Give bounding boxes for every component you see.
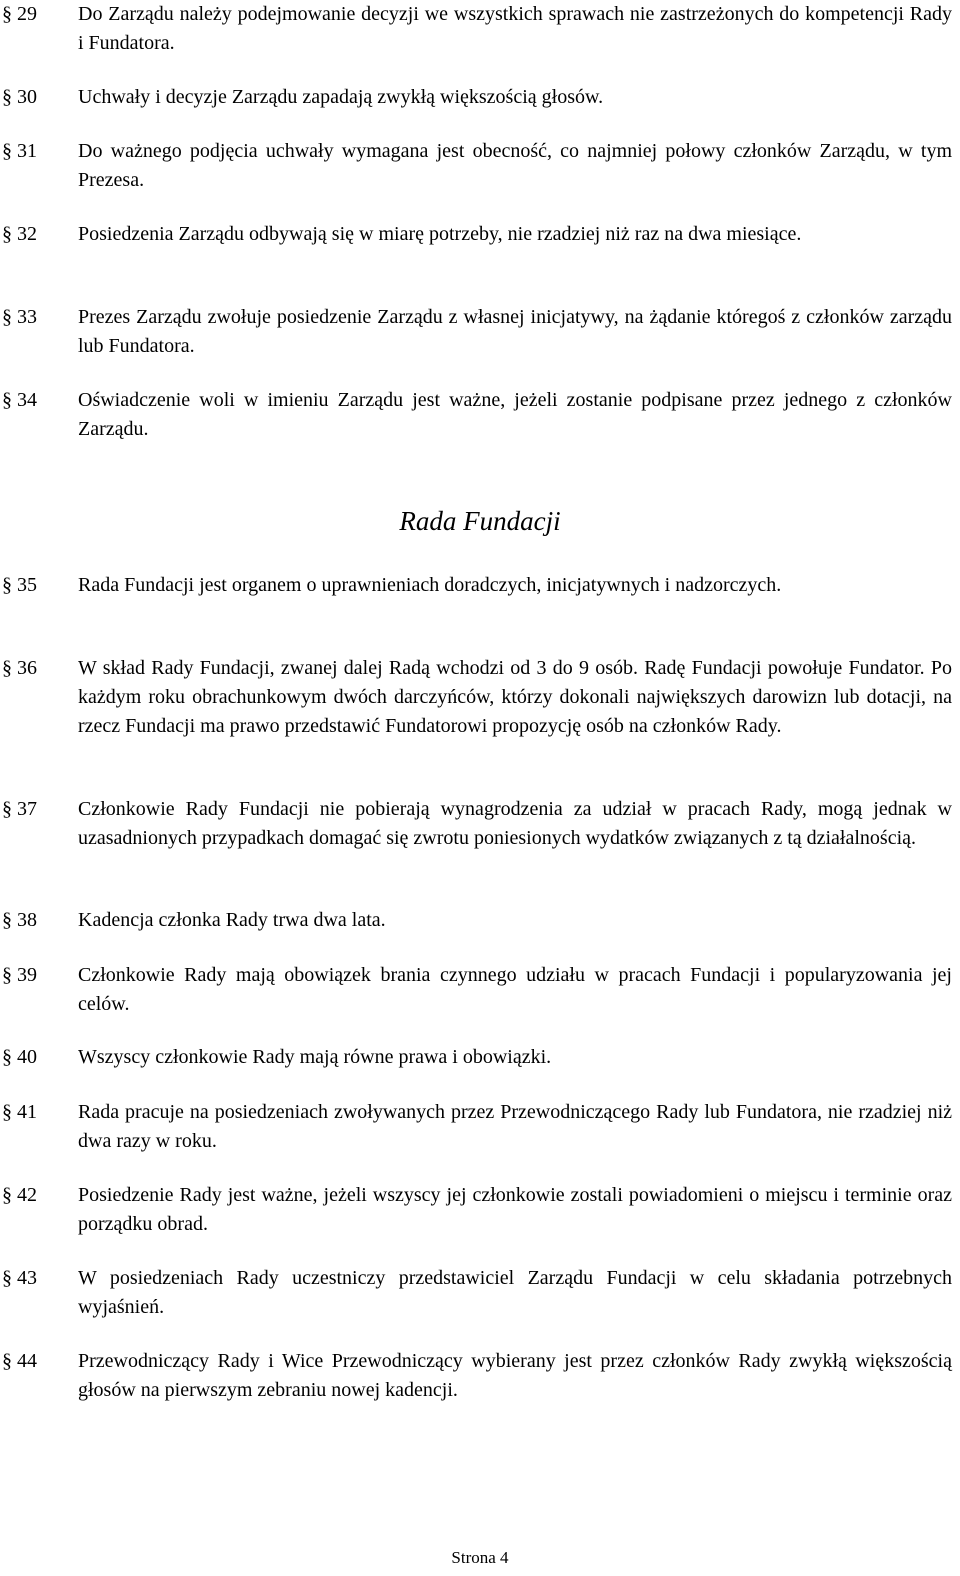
section-heading: Rada Fundacji <box>399 506 561 536</box>
paragraph-number: § 43 <box>2 1267 37 1289</box>
paragraph-text: Prezes Zarządu zwołuje posiedzenie Zarządu z własnej inicjatywy, na żądanie któregoś z członków zarządu lub Fundatora. <box>78 306 952 357</box>
paragraph-number: § 36 <box>2 657 37 679</box>
paragraph-text: Rada Fundacji jest organem o uprawnieniach doradczych, inicjatywnych i nadzorczych. <box>78 574 782 596</box>
paragraph-number: § 34 <box>2 389 37 411</box>
paragraph-number: § 39 <box>2 964 37 986</box>
paragraph-number: § 40 <box>2 1046 37 1068</box>
paragraph-text: Do ważnego podjęcia uchwały wymagana jest obecność, co najmniej połowy członków Zarządu, w tym Prezesa. <box>78 140 952 191</box>
paragraph-number: § 33 <box>2 306 37 328</box>
paragraph-text: Członkowie Rady mają obowiązek brania czynnego udziału w pracach Fundacji i popularyzowania jej celów. <box>78 964 952 1015</box>
paragraph-number: § 38 <box>2 909 37 931</box>
paragraph-text: Posiedzenia Zarządu odbywają się w miarę potrzeby, nie rzadziej niż raz na dwa miesiące. <box>78 223 802 245</box>
paragraph-number: § 35 <box>2 574 37 596</box>
paragraph-text: Posiedzenie Rady jest ważne, jeżeli wszyscy jej członkowie zostali powiadomieni o miejscu i terminie oraz porządku obrad. <box>78 1184 952 1235</box>
paragraph-text: Do Zarządu należy podejmowanie decyzji we wszystkich sprawach nie zastrzeżonych do kompetencji Rady i Fundatora. <box>78 3 952 54</box>
paragraph-text: W skład Rady Fundacji, zwanej dalej Radą wchodzi od 3 do 9 osób. Radę Fundacji powołuje Fundator. Po każdym roku obrachunkowym dwóch darczyńców, którzy dokonali największych darowizn lub dotacji, na rzecz Fundacji ma prawo przedstawić Fundatorowi propozycję osób na członków Rady. <box>78 657 952 737</box>
paragraph-text: Członkowie Rady Fundacji nie pobierają wynagrodzenia za udział w pracach Rady, mogą jednak w uzasadnionych przypadkach domagać się zwrotu poniesionych wydatków związanych z tą działalnością. <box>78 798 952 849</box>
paragraph-number: § 31 <box>2 140 37 162</box>
paragraph-text: W posiedzeniach Rady uczestniczy przedstawiciel Zarządu Fundacji w celu składania potrzebnych wyjaśnień. <box>78 1267 952 1318</box>
paragraph-number: § 44 <box>2 1350 37 1372</box>
page-footer: Strona 4 <box>451 1548 509 1567</box>
paragraph-number: § 37 <box>2 798 37 820</box>
paragraph-number: § 30 <box>2 86 37 108</box>
paragraph-number: § 41 <box>2 1101 37 1123</box>
paragraph-text: Oświadczenie woli w imieniu Zarządu jest ważne, jeżeli zostanie podpisane przez jednego z członków Zarządu. <box>78 389 952 440</box>
paragraph-text: Wszyscy członkowie Rady mają równe prawa i obowiązki. <box>78 1046 552 1068</box>
paragraph-text: Kadencja członka Rady trwa dwa lata. <box>78 909 386 931</box>
paragraph-text: Przewodniczący Rady i Wice Przewodniczący wybierany jest przez członków Rady zwykłą większością głosów na pierwszym zebraniu nowej kadencji. <box>78 1350 952 1401</box>
paragraph-text: Rada pracuje na posiedzeniach zwoływanych przez Przewodniczącego Rady lub Fundatora, nie rzadziej niż dwa razy w roku. <box>78 1101 952 1152</box>
paragraph-number: § 29 <box>2 3 37 25</box>
paragraph-number: § 42 <box>2 1184 37 1206</box>
paragraph-number: § 32 <box>2 223 37 245</box>
paragraph-text: Uchwały i decyzje Zarządu zapadają zwykłą większością głosów. <box>78 86 604 108</box>
